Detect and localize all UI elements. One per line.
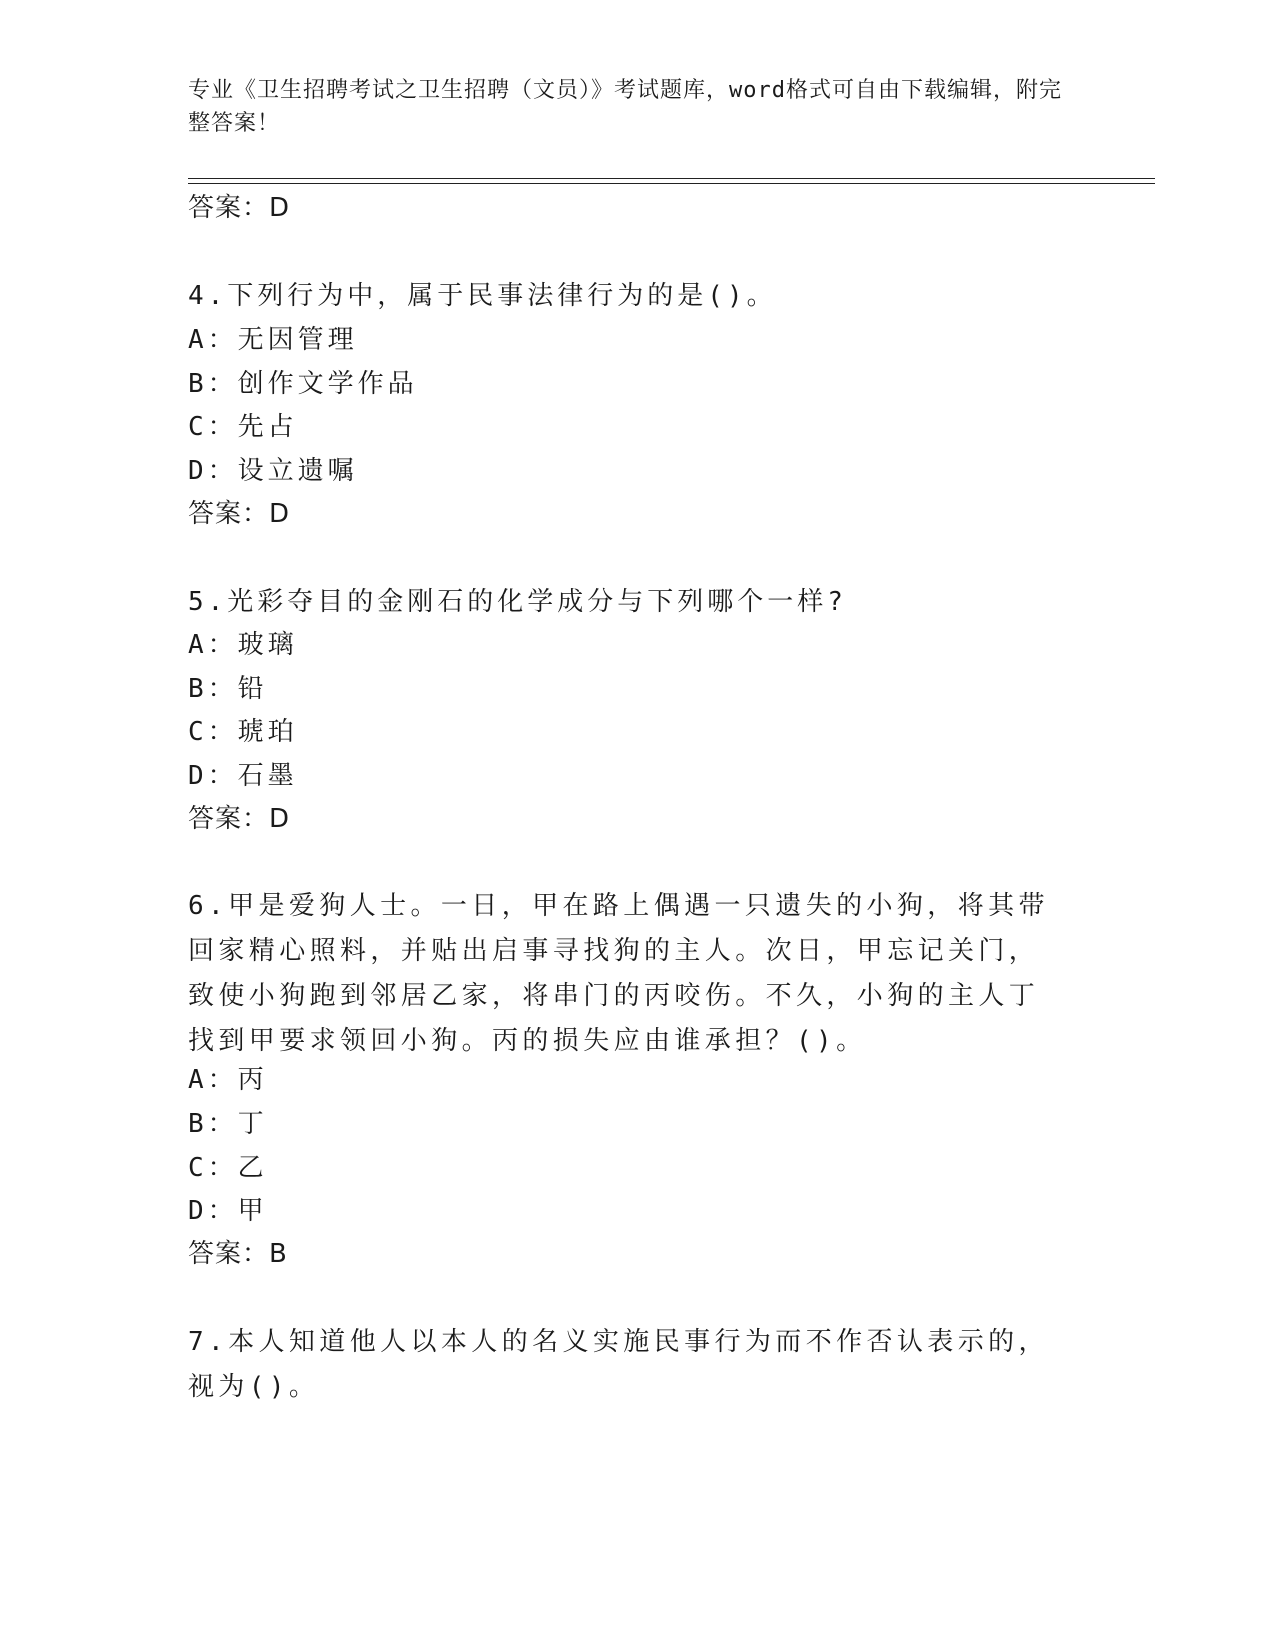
question-6: 6.甲是爱狗人士。一日，甲在路上偶遇一只遗失的小狗，将其带回家精心照料，并贴出启事寻找狗的主人。次日，甲忘记关门，致使小狗跑到邻居乙家，将串门的丙咬伤。不久，小狗的主人丁找到甲要求领回小狗。丙的损失应由谁承担？()。 <box>188 891 1049 1056</box>
question-7: 7.本人知道他人以本人的名义实施民事行为而不作否认表示的，视为()。 <box>188 1327 1049 1402</box>
q5-option-a: A：玻璃 <box>188 630 298 660</box>
q4-option-b: B：创作文学作品 <box>188 369 418 399</box>
q4-answer: 答案：D <box>188 499 291 529</box>
question-5: 5.光彩夺目的金刚石的化学成分与下列哪个一样? <box>188 587 847 617</box>
question-4: 4.下列行为中，属于民事法律行为的是()。 <box>188 281 777 311</box>
q6-option-c: C：乙 <box>188 1153 268 1183</box>
q5-answer: 答案：D <box>188 804 291 834</box>
q5-option-c: C：琥珀 <box>188 717 298 747</box>
q4-option-d: D：设立遗嘱 <box>188 456 358 486</box>
q6-option-a: A：丙 <box>188 1065 268 1095</box>
q6-option-b: B：丁 <box>188 1109 268 1139</box>
q6-option-d: D：甲 <box>188 1196 268 1226</box>
q5-option-b: B：铅 <box>188 674 268 704</box>
header-divider-bottom <box>188 183 1155 184</box>
q5-option-d: D：石墨 <box>188 761 298 791</box>
q4-option-c: C：先占 <box>188 412 298 442</box>
answer-top: 答案：D <box>188 193 291 223</box>
document-header: 专业《卫生招聘考试之卫生招聘（文员）》考试题库，word格式可自由下载编辑，附完整答案！ <box>188 78 1062 136</box>
header-divider-top <box>188 178 1155 179</box>
q6-answer: 答案：B <box>188 1239 288 1269</box>
q4-option-a: A：无因管理 <box>188 325 358 355</box>
